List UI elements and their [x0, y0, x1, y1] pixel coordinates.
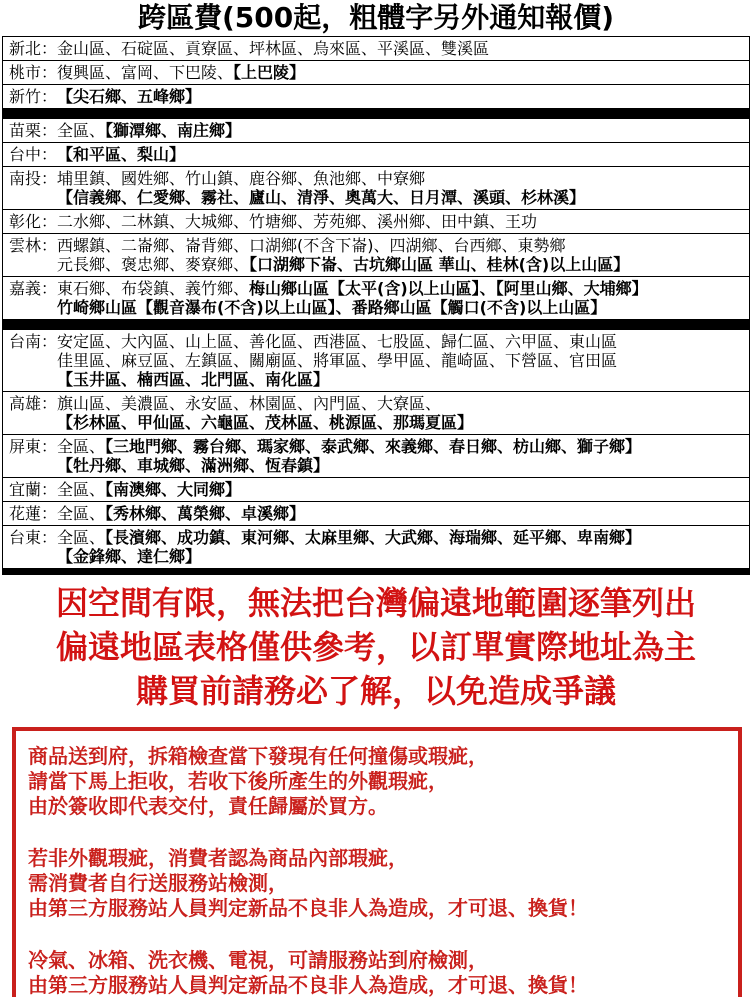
- section-divider: [3, 320, 749, 330]
- notice-line: 偏遠地區表格僅供參考，以訂單實際地址為主: [55, 628, 696, 666]
- notice-line: 因空間有限，無法把台灣偏遠地範圍逐筆列出: [55, 584, 696, 622]
- fee-table-row: [3, 478, 749, 502]
- section-divider: [3, 109, 749, 119]
- region-label: 台中：: [9, 145, 58, 164]
- area-line: [57, 456, 747, 475]
- area-segment: 全區、: [57, 121, 106, 140]
- warning-line: 商品送到府，拆箱檢查當下發現有任何撞傷或瑕疵，: [28, 744, 488, 768]
- area-segment: 復興區、富岡、下巴陵、: [57, 63, 234, 82]
- fee-table-row: [3, 234, 749, 277]
- region-areas: [57, 87, 747, 106]
- area-line: [57, 298, 747, 317]
- area-line: [57, 370, 747, 389]
- area-line: [57, 212, 747, 231]
- bold-area-segment: 【尖石鄉、五峰鄉】: [57, 87, 202, 106]
- area-line: [57, 480, 747, 499]
- bold-area-segment: 【金鋒鄉、達仁鄉】: [57, 547, 202, 566]
- area-line: [57, 413, 747, 432]
- area-segment: 佳里區、麻豆區、左鎮區、關廟區、將軍區、學甲區、龍崎區、下營區、官田區: [57, 351, 618, 370]
- region-label: 新北：: [9, 39, 58, 58]
- area-line: [57, 255, 747, 274]
- area-segment: 全區、: [57, 504, 106, 523]
- fee-table-row: [3, 392, 749, 435]
- region-areas: [57, 394, 747, 432]
- warning-paragraph: [28, 948, 728, 997]
- region-areas: [57, 121, 747, 140]
- bold-area-segment: 【口湖鄉下崙、古坑鄉山區 華山、桂林(含)以上山區】: [249, 255, 630, 274]
- bold-area-segment: 梅山鄉山區【太平(含)以上山區】、【阿里山鄉、大埔鄉】: [249, 279, 648, 298]
- bold-area-segment: 【獅潭鄉、南庄鄉】: [105, 121, 242, 140]
- bold-area-segment: 【玉井區、楠西區、北門區、南化區】: [57, 370, 330, 389]
- region-areas: [57, 332, 747, 389]
- region-label: 嘉義：: [9, 279, 58, 298]
- warning-paragraph: [28, 846, 728, 921]
- region-areas: [57, 437, 747, 475]
- region-areas: [57, 480, 747, 499]
- fee-table-row: [3, 435, 749, 478]
- fee-table: [2, 36, 750, 575]
- region-label: 苗栗：: [9, 121, 58, 140]
- bold-area-segment: 【信義鄉、仁愛鄉、霧社、廬山、清淨、奧萬大、日月潭、溪頭、杉林溪】: [57, 188, 586, 207]
- bold-area-segment: 【和平區、梨山】: [57, 145, 186, 164]
- fee-table-row: [3, 37, 749, 61]
- region-areas: [57, 279, 747, 317]
- area-line: [57, 547, 747, 566]
- warning-line: 冷氣、冰箱、洗衣機、電視，可請服務站到府檢測，: [28, 948, 488, 972]
- fee-table-row: [3, 119, 749, 143]
- warning-line: 若非外觀瑕疵，消費者認為商品內部瑕疵，: [28, 846, 408, 870]
- area-line: [57, 528, 747, 547]
- page-title: 跨區費(500起，粗體字另外通知報價): [137, 1, 615, 34]
- area-line: [57, 279, 747, 298]
- region-label: 台南：: [9, 332, 58, 351]
- warning-line: 由於簽收即代表交付，責任歸屬於買方。: [28, 794, 388, 818]
- fee-table-row: [3, 143, 749, 167]
- region-label: 花蓮：: [9, 504, 58, 523]
- region-areas: [57, 39, 747, 58]
- region-areas: [57, 212, 747, 231]
- area-line: [57, 351, 747, 370]
- area-segment: 金山區、石碇區、貢寮區、坪林區、烏來區、平溪區、雙溪區: [57, 39, 490, 58]
- region-label: 南投：: [9, 169, 58, 188]
- area-segment: 埔里鎮、國姓鄉、竹山鎮、鹿谷鄉、魚池鄉、中寮鄉: [57, 169, 426, 188]
- bold-area-segment: 【上巴陵】: [233, 63, 306, 82]
- area-segment: 全區、: [57, 437, 106, 456]
- region-label: 彰化：: [9, 212, 58, 231]
- fee-table-row: [3, 61, 749, 85]
- bold-area-segment: 【牡丹鄉、車城鄉、滿洲鄉、恆春鎮】: [57, 456, 330, 475]
- area-segment: 全區、: [57, 480, 106, 499]
- region-label: 屏東：: [9, 437, 58, 456]
- region-areas: [57, 169, 747, 207]
- notice-text: [0, 575, 752, 713]
- area-segment: 元長鄉、褒忠鄉、麥寮鄉、: [57, 255, 250, 274]
- area-line: [57, 236, 747, 255]
- area-segment: 旗山區、美濃區、永安區、林園區、內門區、大寮區、: [57, 394, 442, 413]
- region-areas: [57, 63, 747, 82]
- area-line: [57, 394, 747, 413]
- fee-table-row: [3, 330, 749, 392]
- bold-area-segment: 【南澳鄉、大同鄉】: [105, 480, 242, 499]
- area-line: [57, 437, 747, 456]
- region-label: 台東：: [9, 528, 58, 547]
- fee-table-row: [3, 502, 749, 526]
- region-label: 宜蘭：: [9, 480, 58, 499]
- warning-paragraph: [28, 744, 728, 819]
- area-line: [57, 332, 747, 351]
- area-segment: 全區、: [57, 528, 106, 547]
- warning-line: 由第三方服務站人員判定新品不良非人為造成，才可退、換貨！: [28, 896, 588, 920]
- region-areas: [57, 145, 747, 164]
- warning-line: 由第三方服務站人員判定新品不良非人為造成，才可退、換貨！: [28, 973, 588, 997]
- area-segment: 西螺鎮、二崙鄉、崙背鄉、口湖鄉(不含下崙)、四湖鄉、台西鄉、東勢鄉: [57, 236, 566, 255]
- area-line: [57, 63, 747, 82]
- fee-table-row: [3, 210, 749, 234]
- area-line: [57, 188, 747, 207]
- bold-area-segment: 【長濱鄉、成功鎮、東河鄉、太麻里鄉、大武鄉、海瑞鄉、延平鄉、卑南鄉】: [105, 528, 642, 547]
- bold-area-segment: 【秀林鄉、萬榮鄉、卓溪鄉】: [105, 504, 306, 523]
- bold-area-segment: 【三地門鄉、霧台鄉、瑪家鄉、泰武鄉、來義鄉、春日鄉、枋山鄉、獅子鄉】: [105, 437, 642, 456]
- region-label: 雲林：: [9, 236, 58, 255]
- fee-table-row: [3, 167, 749, 210]
- area-segment: 安定區、大內區、山上區、善化區、西港區、七股區、歸仁區、六甲區、東山區: [57, 332, 618, 351]
- warning-line: 需消費者自行送服務站檢測，: [28, 871, 288, 895]
- area-line: [57, 169, 747, 188]
- area-line: [57, 145, 747, 164]
- region-label: 桃市：: [9, 63, 58, 82]
- bold-area-segment: 【杉林區、甲仙區、六龜區、茂林區、桃源區、那瑪夏區】: [57, 413, 474, 432]
- fee-table-row: [3, 526, 749, 569]
- region-areas: [57, 236, 747, 274]
- region-areas: [57, 528, 747, 566]
- warning-box: [12, 727, 742, 997]
- bold-area-segment: 竹崎鄉山區【觀音瀑布(不含)以上山區】、番路鄉山區【觸口(不含)以上山區】: [57, 298, 607, 317]
- region-areas: [57, 504, 747, 523]
- region-label: 新竹：: [9, 87, 58, 106]
- fee-table-row: [3, 277, 749, 320]
- area-line: [57, 121, 747, 140]
- area-line: [57, 87, 747, 106]
- region-label: 高雄：: [9, 394, 58, 413]
- area-line: [57, 39, 747, 58]
- area-line: [57, 504, 747, 523]
- area-segment: 東石鄉、布袋鎮、義竹鄉、: [57, 279, 250, 298]
- notice-line: 購買前請務必了解，以免造成爭議: [135, 672, 616, 710]
- area-segment: 二水鄉、二林鎮、大城鄉、竹塘鄉、芳苑鄉、溪州鄉、田中鎮、王功: [57, 212, 538, 231]
- fee-table-row: [3, 85, 749, 109]
- warning-line: 請當下馬上拒收，若收下後所產生的外觀瑕疵，: [28, 769, 448, 793]
